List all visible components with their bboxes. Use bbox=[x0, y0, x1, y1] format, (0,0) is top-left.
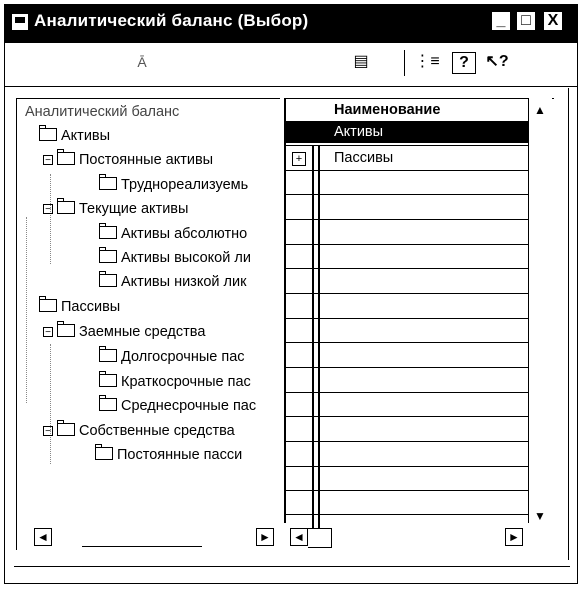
edit-tool-icon[interactable]: Ā bbox=[137, 54, 147, 70]
tree-item-current-assets[interactable]: − Текущие активы bbox=[43, 200, 188, 218]
table-vertical-scrollbar[interactable] bbox=[528, 98, 552, 523]
folder-icon bbox=[95, 447, 113, 460]
tree-item-equity[interactable]: − Собственные средства bbox=[43, 422, 235, 440]
grid-row-line bbox=[286, 219, 528, 220]
folder-icon bbox=[99, 226, 117, 239]
tree-item-fixed-assets[interactable]: − Постоянные активы bbox=[43, 151, 213, 169]
app-icon[interactable] bbox=[10, 12, 30, 32]
minimize-button[interactable]: _ bbox=[490, 10, 512, 32]
grid-row-line bbox=[286, 318, 528, 319]
scroll-down-button[interactable]: ▼ bbox=[534, 509, 546, 523]
tree-item-hard-to-sell[interactable]: Труднореализуемь bbox=[99, 176, 248, 194]
folder-icon bbox=[99, 274, 117, 287]
tree-item-assets[interactable]: Активы bbox=[39, 127, 110, 145]
tree-scroll-left-button[interactable]: ◄ bbox=[34, 528, 52, 546]
tree-panel[interactable] bbox=[16, 98, 280, 550]
folder-icon bbox=[99, 250, 117, 263]
grid-row-line bbox=[286, 145, 528, 146]
tree-scroll-right-button[interactable]: ► bbox=[256, 528, 274, 546]
tree-item-high-liquid[interactable]: Активы высокой ли bbox=[99, 249, 251, 267]
tree-line bbox=[26, 217, 27, 403]
grid-row-line bbox=[286, 194, 528, 195]
table-row-label[interactable]: Пассивы bbox=[334, 150, 394, 166]
table-scroll-right-button[interactable]: ► bbox=[505, 528, 523, 546]
grid-row-line bbox=[286, 416, 528, 417]
grid-row-line bbox=[286, 441, 528, 442]
document-tool-icon[interactable]: ▤ bbox=[353, 53, 369, 70]
toolbar-separator bbox=[404, 50, 405, 76]
tree-item-low-liquid[interactable]: Активы низкой лик bbox=[99, 273, 246, 291]
grid-row-line bbox=[286, 466, 528, 467]
whats-this-tool-icon[interactable]: ↖? bbox=[485, 53, 509, 70]
grid-column-line bbox=[312, 146, 314, 528]
folder-icon bbox=[99, 177, 117, 190]
grid-column-line bbox=[318, 146, 320, 528]
folder-icon bbox=[57, 423, 75, 436]
grid-row-line bbox=[286, 342, 528, 343]
panel-right-edge bbox=[568, 88, 569, 560]
grid-row-line bbox=[286, 490, 528, 491]
grid-row-line bbox=[286, 293, 528, 294]
folder-icon bbox=[57, 152, 75, 165]
tree-scroll-track[interactable] bbox=[82, 546, 202, 547]
folder-icon bbox=[57, 324, 75, 337]
collapse-icon[interactable]: − bbox=[43, 204, 53, 214]
table-panel[interactable] bbox=[284, 98, 554, 523]
grid-row-line bbox=[286, 392, 528, 393]
tree-line bbox=[50, 344, 51, 464]
folder-icon bbox=[99, 374, 117, 387]
table-scroll-thumb[interactable] bbox=[308, 528, 332, 548]
tree-item-borrowed-funds[interactable]: − Заемные средства bbox=[43, 323, 205, 341]
table-scroll-left-button[interactable]: ◄ bbox=[290, 528, 308, 546]
folder-icon bbox=[99, 349, 117, 362]
folder-icon bbox=[39, 128, 57, 141]
tree-item-liabilities[interactable]: Пассивы bbox=[39, 298, 120, 316]
collapse-icon[interactable]: − bbox=[43, 426, 53, 436]
maximize-button[interactable]: □ bbox=[515, 10, 537, 32]
collapse-icon[interactable]: − bbox=[43, 327, 53, 337]
expand-icon[interactable]: + bbox=[292, 152, 306, 166]
column-header-name[interactable]: Наименование bbox=[334, 102, 441, 118]
grid-row-line bbox=[286, 514, 528, 515]
window-bottom-divider bbox=[14, 566, 570, 567]
grid-row-line bbox=[286, 268, 528, 269]
tree-view-tool-icon[interactable]: ⋮≡ bbox=[414, 53, 440, 70]
table-row-label: Активы bbox=[334, 124, 384, 140]
tree-root[interactable]: Аналитический баланс bbox=[25, 104, 180, 120]
close-button[interactable]: X bbox=[542, 10, 564, 32]
window-title: Аналитический баланс (Выбор) bbox=[34, 11, 309, 30]
help-tool-icon[interactable]: ? bbox=[452, 52, 476, 74]
tree-item-short-term[interactable]: Краткосрочные пас bbox=[99, 373, 251, 391]
folder-icon bbox=[39, 299, 57, 312]
tree-item-long-term[interactable]: Долгосрочные пас bbox=[99, 348, 245, 366]
tree-item-absolute-liquid[interactable]: Активы абсолютно bbox=[99, 225, 247, 243]
tree-item-mid-term[interactable]: Среднесрочные пас bbox=[99, 397, 256, 415]
folder-icon bbox=[57, 201, 75, 214]
scroll-up-button[interactable]: ▲ bbox=[534, 103, 546, 117]
grid-row-line bbox=[286, 170, 528, 171]
toolbar-divider bbox=[5, 86, 577, 87]
folder-icon bbox=[99, 398, 117, 411]
collapse-icon[interactable]: − bbox=[43, 155, 53, 165]
table-row-selected[interactable] bbox=[286, 121, 528, 143]
grid-row-line bbox=[286, 244, 528, 245]
tree-line bbox=[50, 174, 51, 264]
grid-row-line bbox=[286, 367, 528, 368]
tree-item-permanent-liabilities[interactable]: Постоянные пасси bbox=[95, 446, 242, 464]
